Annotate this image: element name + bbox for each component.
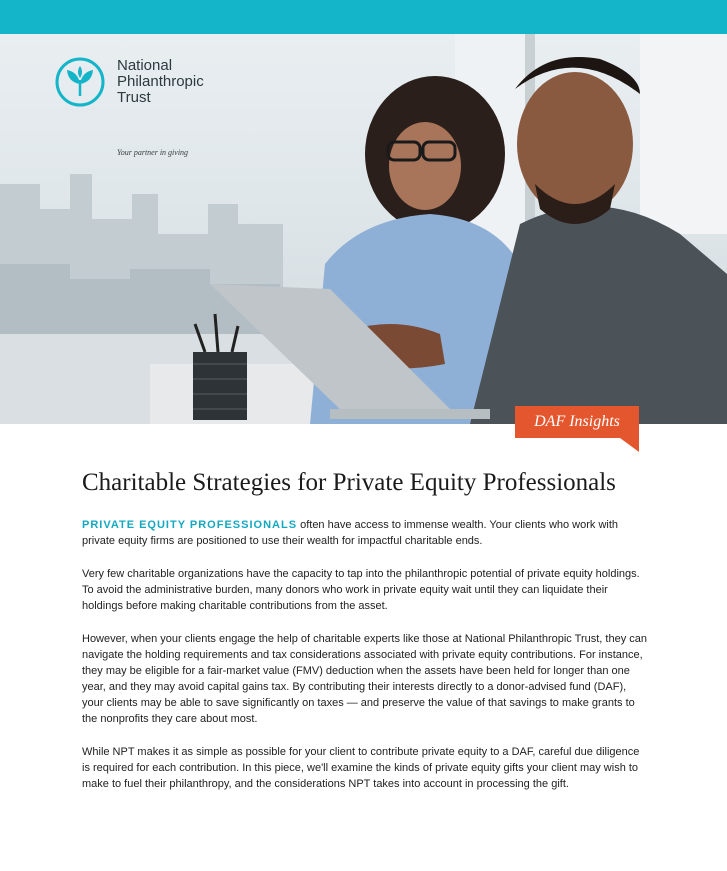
logo-wordmark <box>117 58 204 106</box>
paragraph-4: While NPT makes it as simple as possible for your client to contribute private equity to a DAF, careful due diligence is required for each contribution. In this piece, we'll examine the kinds of private equity gifts your client may wish to make to fuel their philanthropy, and the considerations NPT takes into account in processing the gift. <box>82 746 640 790</box>
lead-in-text: PRIVATE EQUITY PROFESSIONALS <box>82 519 298 531</box>
header-accent-bar <box>0 0 727 34</box>
logo-line-philanthropic: Philanthropic <box>117 73 204 90</box>
paragraph-2: Very few charitable organizations have the capacity to tap into the philanthropic potential of private equity holdings. To avoid the administrative burden, many donors who work in private equity wait until they can liquidate their holdings before making charitable contributions from the asset. <box>82 568 640 612</box>
logo <box>54 56 254 176</box>
paragraph-3: However, when your clients engage the help of charitable experts like those at National Philanthropic Trust, they can navigate the holding requirements and tax considerations associated with private equity contributions. For instance, they may be eligible for a fair-market value (FMV) deduction when the assets have been held for longer than one year, and they may avoid capital gains tax. By contributing their interests directly to a donor-advised fund (DAF), your clients may be able to save significantly on taxes — and preserve the value of that savings to make grants to the nonprofits they care about most. <box>82 633 647 725</box>
badge-fold <box>620 438 639 452</box>
article-title: Charitable Strategies for Private Equity Professionals <box>82 469 616 496</box>
logo-line-trust: Trust <box>117 89 151 106</box>
logo-line-national: National <box>117 57 173 74</box>
paragraph-intro-text: often have access to immense wealth. Your clients who work with private equity firms are positioned to use their wealth for impactful charitable ends. <box>82 519 619 547</box>
daf-insights-badge: DAF Insights <box>515 406 639 438</box>
logo-tagline: Your partner in giving <box>117 148 189 157</box>
article-body <box>82 517 648 809</box>
hero-image <box>0 34 727 424</box>
npt-logo-icon <box>54 56 106 108</box>
paragraph-intro <box>82 517 648 549</box>
